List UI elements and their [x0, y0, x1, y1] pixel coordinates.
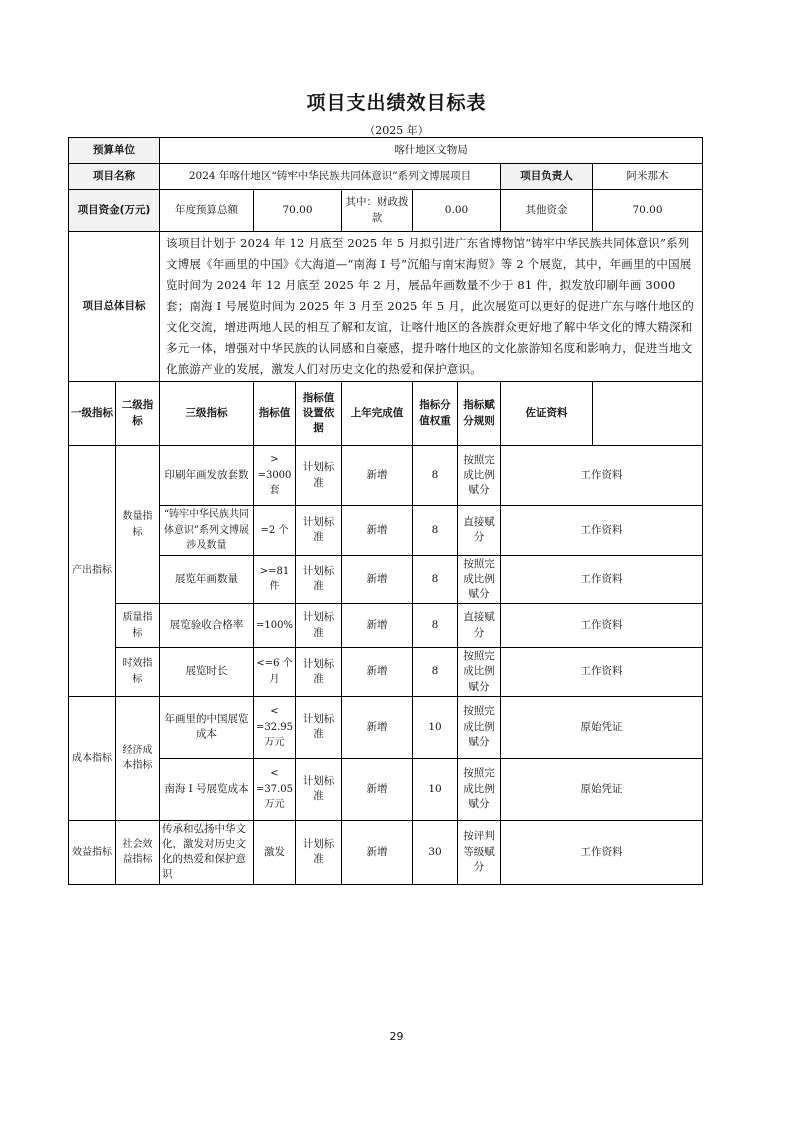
row-last: 新增 [342, 506, 413, 556]
row-basis: 计划标准 [296, 604, 342, 648]
other-funds-value: 70.00 [593, 190, 703, 232]
row-l3: 南海 I 号展览成本 [160, 758, 254, 820]
row-l3: “铸牢中华民族共同体意识”系列文博展涉及数量 [160, 506, 254, 556]
row-weight: 10 [413, 696, 458, 758]
header-basis: 指标值设置依据 [296, 382, 342, 446]
other-funds-label: 其他资金 [501, 190, 593, 232]
table-row [69, 604, 703, 648]
row-value: <=6 个月 [254, 648, 296, 697]
project-funds-row [69, 190, 703, 232]
table-row [69, 696, 703, 758]
annual-total-label: 年度预算总额 [160, 190, 254, 232]
row-value: =2 个 [254, 506, 296, 556]
row-last: 新增 [342, 555, 413, 604]
year-label: （2025 年） [364, 124, 429, 137]
fiscal-alloc-label: 其中：财政拨款 [342, 190, 413, 232]
row-basis: 计划标准 [296, 696, 342, 758]
row-weight: 8 [413, 648, 458, 697]
row-basis: 计划标准 [296, 648, 342, 697]
row-last: 新增 [342, 446, 413, 506]
budget-unit-label: 预算单位 [69, 138, 160, 164]
row-evidence: 工作资料 [501, 604, 703, 648]
row-rule: 按照完成比例赋分 [458, 555, 501, 604]
row-basis: 计划标准 [296, 820, 342, 884]
header-value: 指标值 [254, 382, 296, 446]
group-quality: 质量指标 [116, 604, 160, 648]
row-weight: 30 [413, 820, 458, 884]
row-rule: 按照完成比例赋分 [458, 446, 501, 506]
row-value: 激发 [254, 820, 296, 884]
page-number: 29 [389, 1030, 404, 1043]
group-quantity: 数量指标 [116, 446, 160, 604]
row-rule: 按评判等级赋分 [458, 820, 501, 884]
table-row [69, 555, 703, 604]
performance-target-table [68, 137, 703, 885]
project-owner-label: 项目负责人 [501, 164, 593, 190]
row-last: 新增 [342, 696, 413, 758]
table-row [69, 506, 703, 556]
row-rule: 直接赋分 [458, 604, 501, 648]
row-basis: 计划标准 [296, 555, 342, 604]
row-weight: 10 [413, 758, 458, 820]
overall-goal-label: 项目总体目标 [69, 232, 160, 382]
project-funds-label: 项目资金(万元) [69, 190, 160, 232]
row-weight: 8 [413, 506, 458, 556]
row-rule: 按照完成比例赋分 [458, 648, 501, 697]
annual-total-value: 70.00 [254, 190, 342, 232]
row-l3: 传承和弘扬中华文化，激发对历史文化的热爱和保护意识 [160, 820, 254, 884]
group-benefit: 效益指标 [69, 820, 116, 884]
row-weight: 8 [413, 446, 458, 506]
table-row [69, 758, 703, 820]
budget-unit-row [69, 138, 703, 164]
project-name-label: 项目名称 [69, 164, 160, 190]
group-output: 产出指标 [69, 446, 116, 697]
budget-unit-value: 喀什地区文物局 [160, 138, 703, 164]
group-cost: 成本指标 [69, 696, 116, 820]
row-rule: 按照完成比例赋分 [458, 758, 501, 820]
header-rule: 指标赋分规则 [458, 382, 501, 446]
project-name-row [69, 164, 703, 190]
row-last: 新增 [342, 758, 413, 820]
fiscal-alloc-value: 0.00 [413, 190, 501, 232]
row-rule: 按照完成比例赋分 [458, 696, 501, 758]
table-row [69, 820, 703, 884]
header-l2: 二级指标 [116, 382, 160, 446]
group-social: 社会效益指标 [116, 820, 160, 884]
row-evidence: 工作资料 [501, 820, 703, 884]
header-l1: 一级指标 [69, 382, 116, 446]
row-value: =100% [254, 604, 296, 648]
row-rule: 直接赋分 [458, 506, 501, 556]
row-evidence: 工作资料 [501, 555, 703, 604]
row-l3: 年画里的中国展览成本 [160, 696, 254, 758]
row-weight: 8 [413, 555, 458, 604]
group-timeliness: 时效指标 [116, 648, 160, 697]
row-last: 新增 [342, 820, 413, 884]
header-evidence: 佐证资料 [501, 382, 593, 446]
row-l3: 展览时长 [160, 648, 254, 697]
row-last: 新增 [342, 648, 413, 697]
project-owner-value: 阿米那木 [593, 164, 703, 190]
row-evidence: 工作资料 [501, 446, 703, 506]
header-l3: 三级指标 [160, 382, 254, 446]
overall-goal-row [69, 232, 703, 382]
row-basis: 计划标准 [296, 506, 342, 556]
table-row [69, 446, 703, 506]
group-economic: 经济成本指标 [116, 696, 160, 820]
row-value: < =37.05 万元 [254, 758, 296, 820]
row-value: > =3000套 [254, 446, 296, 506]
row-l3: 印刷年画发放套数 [160, 446, 254, 506]
row-basis: 计划标准 [296, 446, 342, 506]
row-value: >=81 件 [254, 555, 296, 604]
row-weight: 8 [413, 604, 458, 648]
header-weight: 指标分值权重 [413, 382, 458, 446]
row-evidence: 原始凭证 [501, 696, 703, 758]
overall-goal-text: 该项目计划于 2024 年 12 月底至 2025 年 5 月拟引进广东省博物馆“铸牢中华民族共同体意识”系列文博展《年画里的中国》《大海道—“南海 I 号”沉船与南宋海贸》等 2 个展览，其中，年画里的中国展览时间为 2024 年 12 月底至 2025 年 2 月，展品年画数量不少于 81 件，拟发放印刷年画 3000 套；南海 I 号展览时间为 2025 年 3 月至 2025 年 5 月，此次展览可以更好的促进广东与喀什地区的文化交流，增进两地人民的相互了解和友谊，让喀什地区的各族群众更好地了解中华文化的博大精深和多元一体，增强对中华民族的认同感和自豪感，提升喀什地区的文化旅游知名度和影响力，促进当地文化旅游产业的发展，激发人们对历史文化的热爱和保护意识。 [160, 232, 703, 382]
row-value: < =32.95 万元 [254, 696, 296, 758]
row-last: 新增 [342, 604, 413, 648]
row-evidence: 工作资料 [501, 506, 703, 556]
row-evidence: 工作资料 [501, 648, 703, 697]
row-basis: 计划标准 [296, 758, 342, 820]
row-l3: 展览年画数量 [160, 555, 254, 604]
row-evidence: 原始凭证 [501, 758, 703, 820]
header-row [69, 382, 703, 446]
page-title: 项目支出绩效目标表 [306, 92, 487, 114]
row-l3: 展览验收合格率 [160, 604, 254, 648]
header-last-year: 上年完成值 [342, 382, 413, 446]
table-row [69, 648, 703, 697]
project-name-value: 2024 年喀什地区“铸牢中华民族共同体意识”系列文博展项目 [160, 164, 501, 190]
